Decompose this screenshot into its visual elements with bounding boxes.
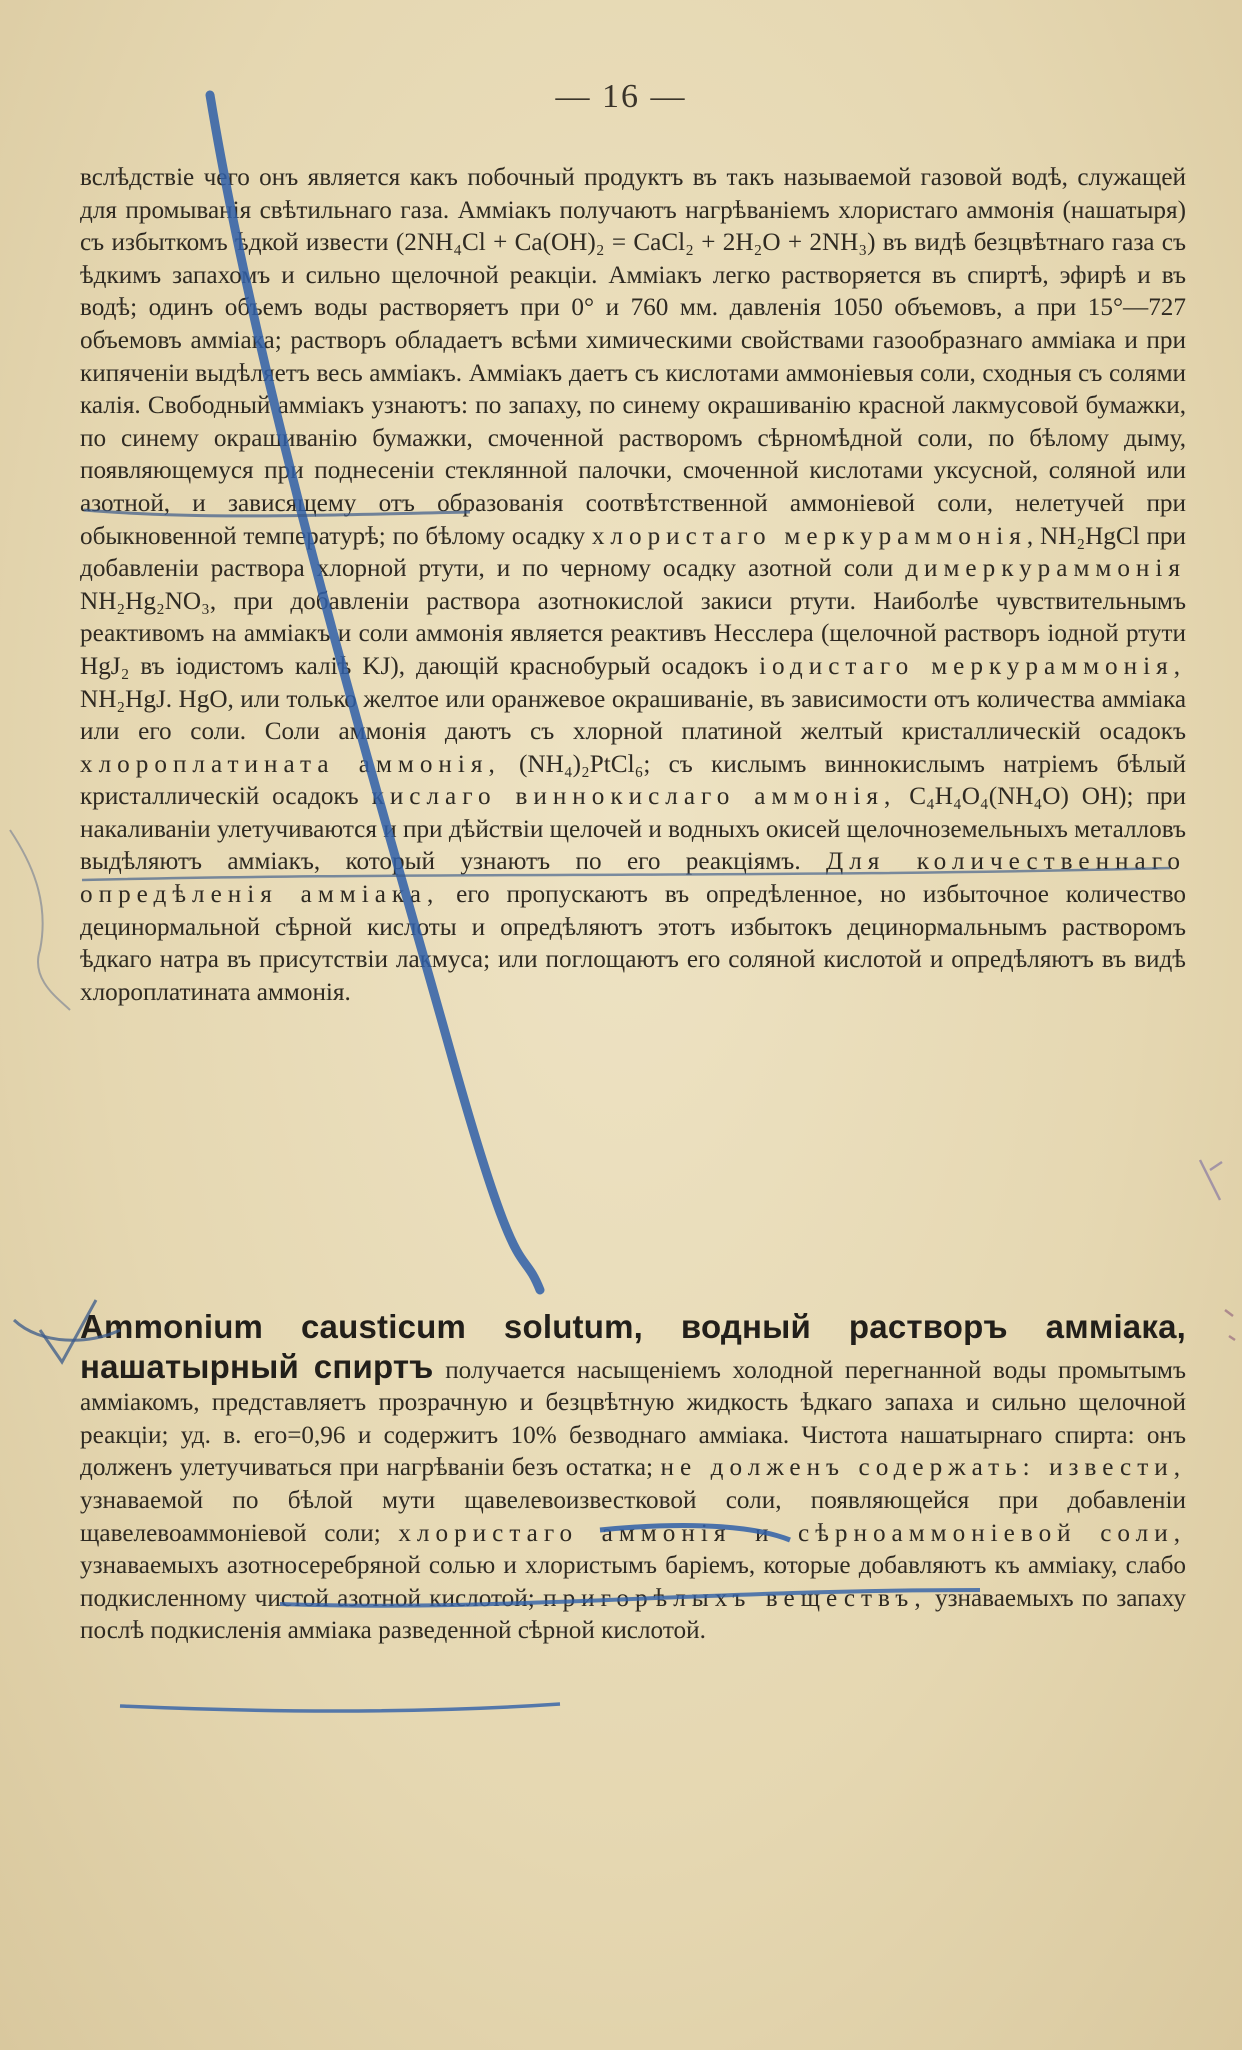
body-paragraph xyxy=(80,162,1186,1009)
body-text-e: NH₂Hg₂NO₃, при добавленіи раствора азотнокислой закиси ртути. Наиболѣе чувствительнымъ реактивомъ на аммiакъ и соли аммонія является реактивъ Несслера (щелочной растворъ іодной ртути HgJ₂ въ іодистомъ каліѣ KJ), дающій краснобурый осадокъ xyxy=(80,587,1186,680)
section-ammonium-causticum xyxy=(80,1308,1186,1648)
spaced-term-6: Для количественнаго опредѣленія аммiака, xyxy=(80,848,1187,909)
section-spaced-1: не долженъ содержать: извести, xyxy=(660,1454,1187,1482)
section-text-a: получается насыщеніемъ холодной перегнанной воды промытымъ аммiакомъ, представляетъ прозрачную и безцвѣтную жидкость ѣдкаго запаха и сильно щелочной реакціи; уд. в. его=0,96 и содержитъ 10% безводнаго аммiака. Чистота нашатырнаго спирта: онъ долженъ улетучиваться при нагрѣваніи безъ остатка; xyxy=(80,1356,1186,1482)
margin-scribble-2 xyxy=(1200,1160,1222,1200)
margin-scribble-1 xyxy=(10,830,70,1010)
spaced-term-1: хлористаго меркураммонія xyxy=(591,522,1027,550)
margin-scribble-3 xyxy=(1225,1310,1235,1340)
section-text-g: узнаваемыхъ по запаху послѣ подкисленія аммiака разведенной сѣрной кислотой. xyxy=(80,1584,1187,1645)
section-text-c: узнаваемой по бѣлой мути щавелевоизвестковой соли, появляющейся при добавленіи щавелевоаммоніевой соли; xyxy=(80,1486,1186,1547)
body-text-g: NH₂HgJ. HgO, или только желтое или оранжевое окрашиваніе, въ зависимости отъ количества аммiака или его соли. Соли аммонія даютъ съ хлорной платиной желтый кристаллическій осадокъ xyxy=(80,685,1186,746)
section-spaced-2: хлористаго аммонія и сѣрноаммоніевой соли, xyxy=(398,1519,1187,1547)
spaced-term-2: димеркураммонія xyxy=(905,555,1186,583)
spaced-term-4: хлороплатината аммонія, xyxy=(80,750,501,778)
body-text-m: его пропускаютъ въ опредѣленное, но избыточное количество децинормальной сѣрной кислоты и опредѣляютъ этотъ избытокъ децинормальнымъ растворомъ ѣдкаго натра въ присутствіи лакмуса; или поглощаютъ его соляной кислотой и опредѣляютъ въ видѣ хлороплатината аммонія. xyxy=(80,881,1187,1006)
section-text-e: узнаваемыхъ азотносеребряной солью и хлористымъ баріемъ, которые добавляютъ къ аммiаку, слабо подкисленному чистой азотной кислотой; xyxy=(80,1552,1186,1612)
section-title: Ammonium causticum solutum, водный растворъ аммiака, нашатырный спиртъ xyxy=(80,1308,1186,1385)
body-text-c: , NH₂HgCl при добавленіи раствора хлорной ртути, и по черному осадку азотной соли xyxy=(80,522,1187,583)
spaced-term-3: іодистаго меркураммонія, xyxy=(759,652,1187,680)
page-number: — 16 — xyxy=(555,78,687,115)
body-text-k: C₄H₄O₄(NH₄O) OH); при накаливаніи улетучиваются и при дѣйствіи щелочей и водныхъ окисей щелочноземельныхъ металловъ выдѣляютъ аммiакъ, который узнаютъ по его реакціямъ. xyxy=(80,783,1186,876)
underline-pen-mark-5 xyxy=(120,1704,560,1711)
section-spaced-3: пригорѣлыхъ веществъ, xyxy=(543,1584,927,1612)
body-text-i: (NH₄)₂PtCl₆; съ кислымъ виннокислымъ натріемъ бѣлый кристаллическій осадокъ xyxy=(80,750,1186,811)
spaced-term-5: кислаго виннокислаго аммонія, xyxy=(371,783,897,811)
body-text-a: вслѣдствіе чего онъ является какъ побочный продуктъ въ такъ называемой газовой водѣ, служащей для промыванія свѣтильнаго газа. Аммiакъ получаютъ нагрѣваніемъ хлористаго аммонія (нашатыря) съ избыткомъ ѣдкой извести (2NH₄Cl + Ca(OH)₂ = CaCl₂ + 2H₂O + 2NH₃) въ видѣ безцвѣтнаго газа съ ѣдкимъ запахомъ и сильно щелочной реакціи. Аммiакъ легко растворяется въ спиртѣ, эфирѣ и въ водѣ; одинъ объемъ воды растворяетъ при 0° и 760 мм. давленія 1050 объемовъ, а при 15°—727 объемовъ аммiака; растворъ обладаетъ всѣми химическими свойствами газообразнаго аммiака и при кипяченіи выдѣляетъ весь аммiакъ. Аммiакъ даетъ съ кислотами аммоніевыя соли, сходныя съ солями калія. Свободный аммiакъ узнаютъ: по запаху, по синему окрашиванію красной лакмусовой бумажки, по синему окрашиванію бумажки, смоченной растворомъ сѣрномѣдной соли, по бѣлому дыму, появляющемуся при поднесеніи стеклянной палочки, смоченной кислотами уксусной, соляной или азотной, и зависящему отъ образованія соотвѣтственной аммоніевой соли, нелетучей при обыкновенной температурѣ; по бѣлому осадку xyxy=(80,164,1186,550)
